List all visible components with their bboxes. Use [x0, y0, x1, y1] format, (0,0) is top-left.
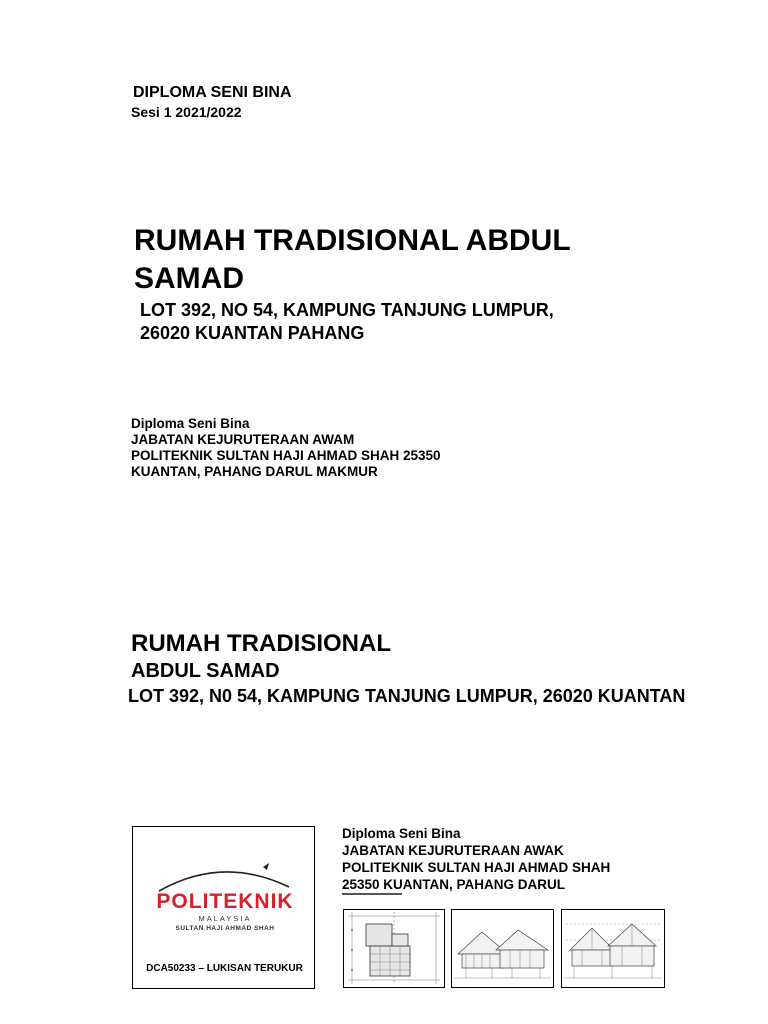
department-block: [131, 416, 551, 480]
cover-title: RUMAH TRADISIONAL ABDUL SAMAD: [134, 224, 571, 295]
dept2-line1: Diploma Seni Bina: [342, 826, 461, 841]
second-cover-subtitle: ABDUL SAMAD: [131, 660, 280, 682]
course-code: DCA50233 – LUKISAN TERUKUR: [146, 963, 303, 974]
logo-country: MALAYSIA: [198, 914, 252, 923]
course-name: DIPLOMA SENI BINA: [133, 84, 292, 101]
logo-panel: [132, 826, 315, 989]
section-drawing-icon: [562, 910, 664, 987]
logo-campus: SULTAN HAJI AHMAD SHAH: [175, 925, 275, 932]
section-thumbnail: [561, 909, 665, 988]
dept-line2: JABATAN KEJURUTERAAN AWAM: [131, 432, 355, 447]
session-label: Sesi 1 2021/2022: [131, 104, 242, 120]
dept2-line4: 25350 KUANTAN, PAHANG DARUL: [342, 877, 566, 892]
second-cover-title: RUMAH TRADISIONAL: [131, 630, 391, 657]
floor-plan-drawing-icon: [344, 910, 444, 987]
department-block-2: [342, 825, 682, 893]
politeknik-logo: POLITEKNIK: [156, 890, 294, 913]
second-cover-address: LOT 392, N0 54, KAMPUNG TANJUNG LUMPUR, 26020 KUANTAN: [128, 686, 686, 706]
dept-line4: KUANTAN, PAHANG DARUL MAKMUR: [131, 464, 378, 479]
cover-address-line1: LOT 392, NO 54, KAMPUNG TANJUNG LUMPUR,: [140, 300, 554, 320]
dept-line3: POLITEKNIK SULTAN HAJI AHMAD SHAH 25350: [131, 448, 441, 463]
cover-address: [140, 299, 640, 345]
clipped-text-fragment: [342, 893, 432, 896]
floor-plan-thumbnail: [343, 909, 445, 988]
cover-address-line2: 26020 KUANTAN PAHANG: [140, 323, 365, 343]
elevation-thumbnail: [451, 909, 554, 988]
dept2-line3: POLITEKNIK SULTAN HAJI AHMAD SHAH: [342, 860, 611, 875]
elevation-drawing-icon: [452, 910, 553, 987]
dept-line1: Diploma Seni Bina: [131, 416, 250, 431]
dept2-line2: JABATAN KEJURUTERAAN AWAK: [342, 843, 564, 858]
